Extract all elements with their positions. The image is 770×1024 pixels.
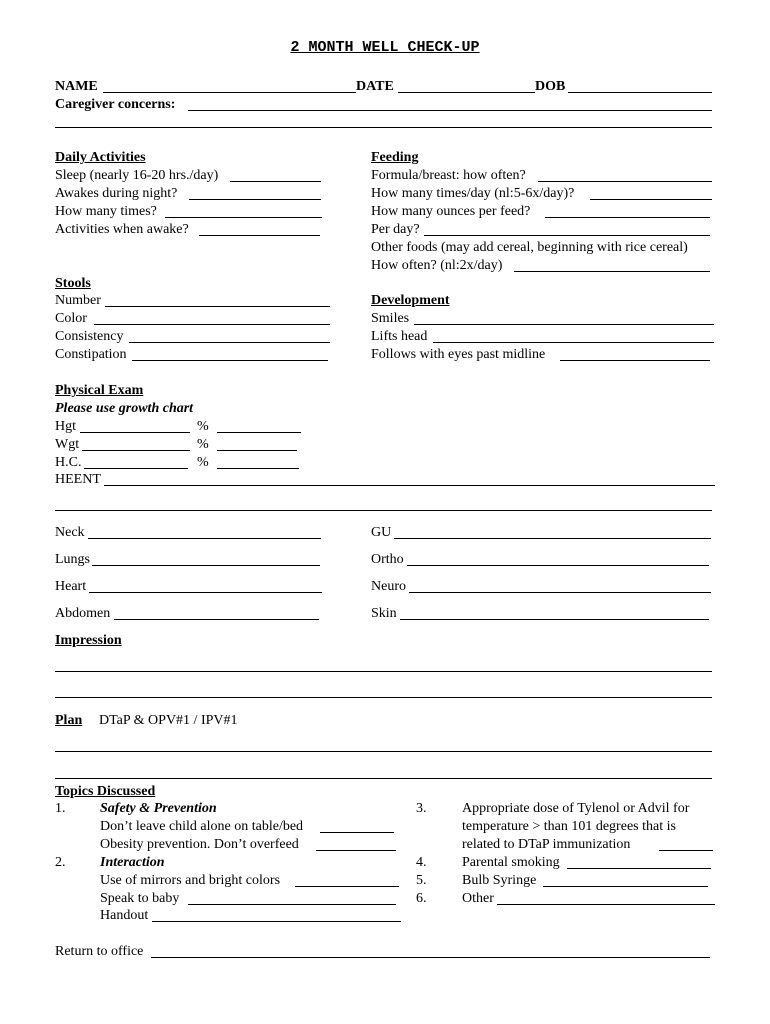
return-to-office-field[interactable]	[151, 957, 710, 958]
number-field[interactable]	[105, 306, 330, 307]
parental-smoking-label: Parental smoking	[462, 855, 560, 870]
tylenol-line-1: Appropriate dose of Tylenol or Advil for	[462, 801, 690, 816]
wgt-percent-label: %	[197, 437, 209, 452]
plan-text: DTaP & OPV#1 / IPV#1	[99, 713, 238, 728]
topic-number-4: 4.	[416, 855, 427, 870]
neuro-field[interactable]	[409, 592, 711, 593]
wgt-percent-field[interactable]	[217, 450, 297, 451]
times-per-day-field[interactable]	[590, 199, 712, 200]
heent-field[interactable]	[104, 485, 715, 486]
gu-field[interactable]	[394, 538, 711, 539]
wgt-field[interactable]	[82, 450, 190, 451]
impression-line-1[interactable]	[55, 671, 712, 672]
hc-label: H.C.	[55, 455, 82, 470]
color-field[interactable]	[94, 324, 330, 325]
physical-exam-heading: Physical Exam	[55, 383, 144, 398]
safety-item-2-field[interactable]	[316, 850, 396, 851]
follows-eyes-field[interactable]	[560, 360, 710, 361]
wgt-label: Wgt	[55, 437, 80, 452]
heent-line-2[interactable]	[55, 510, 712, 511]
handout-field[interactable]	[152, 921, 401, 922]
times-field[interactable]	[165, 217, 322, 218]
other-field[interactable]	[497, 904, 715, 905]
form-title: 2 MONTH WELL CHECK-UP	[290, 39, 480, 56]
plan-heading: Plan	[55, 713, 83, 728]
safety-item-1-field[interactable]	[320, 832, 394, 833]
tylenol-line-3: related to DTaP immunization	[462, 837, 631, 852]
heent-label: HEENT	[55, 472, 101, 487]
topic-number-3: 3.	[416, 801, 427, 816]
dob-label: DOB	[535, 79, 566, 94]
safety-item-1: Don’t leave child alone on table/bed	[100, 819, 304, 834]
neuro-label: Neuro	[371, 579, 406, 594]
date-label: DATE	[356, 79, 394, 94]
hc-field[interactable]	[84, 468, 188, 469]
feeding-heading: Feeding	[371, 150, 419, 165]
consistency-field[interactable]	[129, 342, 330, 343]
how-often-label: How often? (nl:2x/day)	[371, 258, 503, 273]
growth-chart-note: Please use growth chart	[55, 401, 194, 416]
ortho-field[interactable]	[407, 565, 709, 566]
hgt-percent-field[interactable]	[217, 432, 301, 433]
dob-field[interactable]	[568, 92, 712, 93]
awakes-field[interactable]	[189, 199, 321, 200]
tylenol-line-2: temperature > than 101 degrees that is	[462, 819, 676, 834]
consistency-label: Consistency	[55, 329, 124, 344]
hc-percent-field[interactable]	[217, 468, 299, 469]
sleep-label: Sleep (nearly 16-20 hrs./day)	[55, 168, 219, 183]
daily-activities-heading: Daily Activities	[55, 150, 146, 165]
stools-heading: Stools	[55, 276, 91, 291]
lifts-head-field[interactable]	[433, 342, 714, 343]
safety-item-2: Obesity prevention. Don’t overfeed	[100, 837, 299, 852]
safety-prevention-heading: Safety & Prevention	[100, 801, 217, 816]
bulb-syringe-label: Bulb Syringe	[462, 873, 537, 888]
name-label: NAME	[55, 79, 98, 94]
neck-label: Neck	[55, 525, 85, 540]
abdomen-label: Abdomen	[55, 606, 111, 621]
development-heading: Development	[371, 293, 450, 308]
formula-field[interactable]	[538, 181, 712, 182]
hgt-field[interactable]	[80, 432, 190, 433]
number-label: Number	[55, 293, 101, 308]
lungs-label: Lungs	[55, 552, 90, 567]
per-day-field[interactable]	[424, 235, 710, 236]
topic-number-5: 5.	[416, 873, 427, 888]
activities-label: Activities when awake?	[55, 222, 189, 237]
other-foods-label: Other foods (may add cereal, beginning with rice cereal)	[371, 240, 688, 255]
other-label: Other	[462, 891, 494, 906]
smiles-label: Smiles	[371, 311, 410, 326]
smiles-field[interactable]	[414, 324, 714, 325]
name-field[interactable]	[103, 92, 356, 93]
constipation-label: Constipation	[55, 347, 127, 362]
plan-line-1[interactable]	[55, 751, 712, 752]
color-label: Color	[55, 311, 87, 326]
return-to-office-label: Return to office	[55, 944, 144, 959]
activities-field[interactable]	[199, 235, 320, 236]
impression-heading: Impression	[55, 633, 122, 648]
times-per-day-label: How many times/day (nl:5-6x/day)?	[371, 186, 575, 201]
skin-label: Skin	[371, 606, 397, 621]
caregiver-concerns-label: Caregiver concerns:	[55, 97, 176, 112]
abdomen-field[interactable]	[114, 619, 319, 620]
ounces-field[interactable]	[545, 217, 710, 218]
heart-label: Heart	[55, 579, 87, 594]
formula-label: Formula/breast: how often?	[371, 168, 526, 183]
plan-line-2[interactable]	[55, 778, 712, 779]
sleep-field[interactable]	[230, 181, 321, 182]
interaction-item-2-field[interactable]	[188, 904, 396, 905]
hc-percent-label: %	[197, 455, 209, 470]
tylenol-field[interactable]	[659, 850, 713, 851]
hgt-label: Hgt	[55, 419, 76, 434]
topic-number-6: 6.	[416, 891, 427, 906]
interaction-item-1-field[interactable]	[295, 886, 399, 887]
topics-heading: Topics Discussed	[55, 784, 156, 799]
ortho-label: Ortho	[371, 552, 404, 567]
lungs-field[interactable]	[92, 565, 320, 566]
date-field[interactable]	[398, 92, 535, 93]
caregiver-concerns-field[interactable]	[188, 110, 712, 111]
heart-field[interactable]	[89, 592, 322, 593]
interaction-item-1: Use of mirrors and bright colors	[100, 873, 281, 888]
interaction-item-2: Speak to baby	[100, 891, 180, 906]
caregiver-concerns-line-2[interactable]	[55, 127, 712, 128]
times-label: How many times?	[55, 204, 157, 219]
awakes-label: Awakes during night?	[55, 186, 178, 201]
handout-label: Handout	[100, 908, 149, 923]
how-often-field[interactable]	[514, 271, 710, 272]
per-day-label: Per day?	[371, 222, 420, 237]
lifts-head-label: Lifts head	[371, 329, 428, 344]
bulb-syringe-field[interactable]	[543, 886, 708, 887]
constipation-field[interactable]	[132, 360, 328, 361]
parental-smoking-field[interactable]	[567, 868, 711, 869]
skin-field[interactable]	[400, 619, 709, 620]
topic-number-2: 2.	[55, 855, 66, 870]
ounces-label: How many ounces per feed?	[371, 204, 531, 219]
follows-eyes-label: Follows with eyes past midline	[371, 347, 546, 362]
interaction-heading: Interaction	[100, 855, 165, 870]
neck-field[interactable]	[88, 538, 321, 539]
impression-line-2[interactable]	[55, 697, 712, 698]
hgt-percent-label: %	[197, 419, 209, 434]
gu-label: GU	[371, 525, 392, 540]
topic-number-1: 1.	[55, 801, 66, 816]
